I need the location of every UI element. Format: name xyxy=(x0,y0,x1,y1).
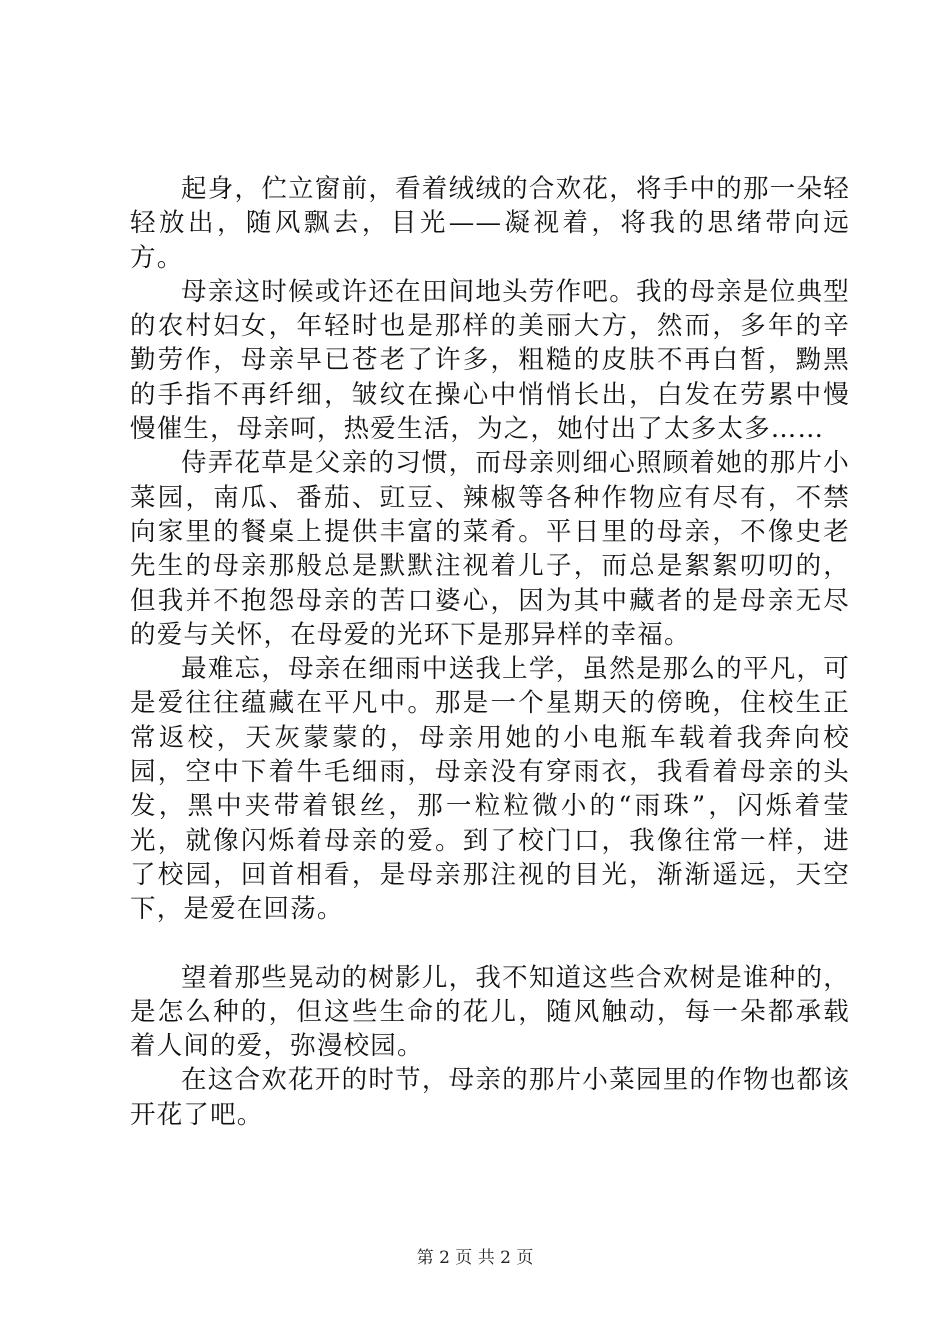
paragraph-4: 最难忘，母亲在细雨中送我上学，虽然是那么的平凡，可是爱往往蕴藏在平凡中。那是一个星期天的傍晚，住校生正常返校，天灰蒙蒙的，母亲用她的小电瓶车载着我奔向校园，空中下着牛毛细雨，母亲没有穿雨衣，我看着母亲的头发，黑中夹带着银丝，那一粒粒微小的“雨珠”，闪烁着莹光，就像闪烁着母亲的爱。到了校门口，我像往常一样，进了校园，回首相看，是母亲那注视的目光，渐渐遥远，天空下，是爱在回荡。 xyxy=(130,654,850,925)
paragraph-3: 侍弄花草是父亲的习惯，而母亲则细心照顾着她的那片小菜园，南瓜、番茄、豇豆、辣椒等各种作物应有尽有，不禁向家里的餐桌上提供丰富的菜肴。平日里的母亲，不像史老先生的母亲那般总是默默注视着儿子，而总是絮絮叨叨的，但我并不抱怨母亲的苦口婆心，因为其中藏者的是母亲无尽的爱与关怀，在母爱的光环下是那异样的幸福。 xyxy=(130,448,850,650)
paragraph-6: 在这合欢花开的时节，母亲的那片小菜园里的作物也都该开花了吧。 xyxy=(130,1065,850,1130)
paragraph-gap xyxy=(130,927,850,961)
document-body xyxy=(130,172,850,1132)
paragraph-1: 起身，伫立窗前，看着绒绒的合欢花，将手中的那一朵轻轻放出，随风飘去，目光——凝视着，将我的思绪带向远方。 xyxy=(130,174,850,273)
paragraph-5: 望着那些晃动的树影儿，我不知道这些合欢树是谁种的，是怎么种的，但这些生命的花儿，随风触动，每一朵都承载着人间的爱，弥漫校园。 xyxy=(130,962,850,1062)
paragraph-2: 母亲这时候或许还在田间地头劳作吧。我的母亲是位典型的农村妇女，年轻时也是那样的美丽大方，然而，多年的辛勤劳作，母亲早已苍老了许多，粗糙的皮肤不再白皙，黝黑的手指不再纤细，皱纹在操心中悄悄长出，白发在劳累中慢慢催生，母亲呵，热爱生活，为之，她付出了太多太多…… xyxy=(130,276,850,445)
page-footer: 第 2 页 共 2 页 xyxy=(416,1248,534,1268)
